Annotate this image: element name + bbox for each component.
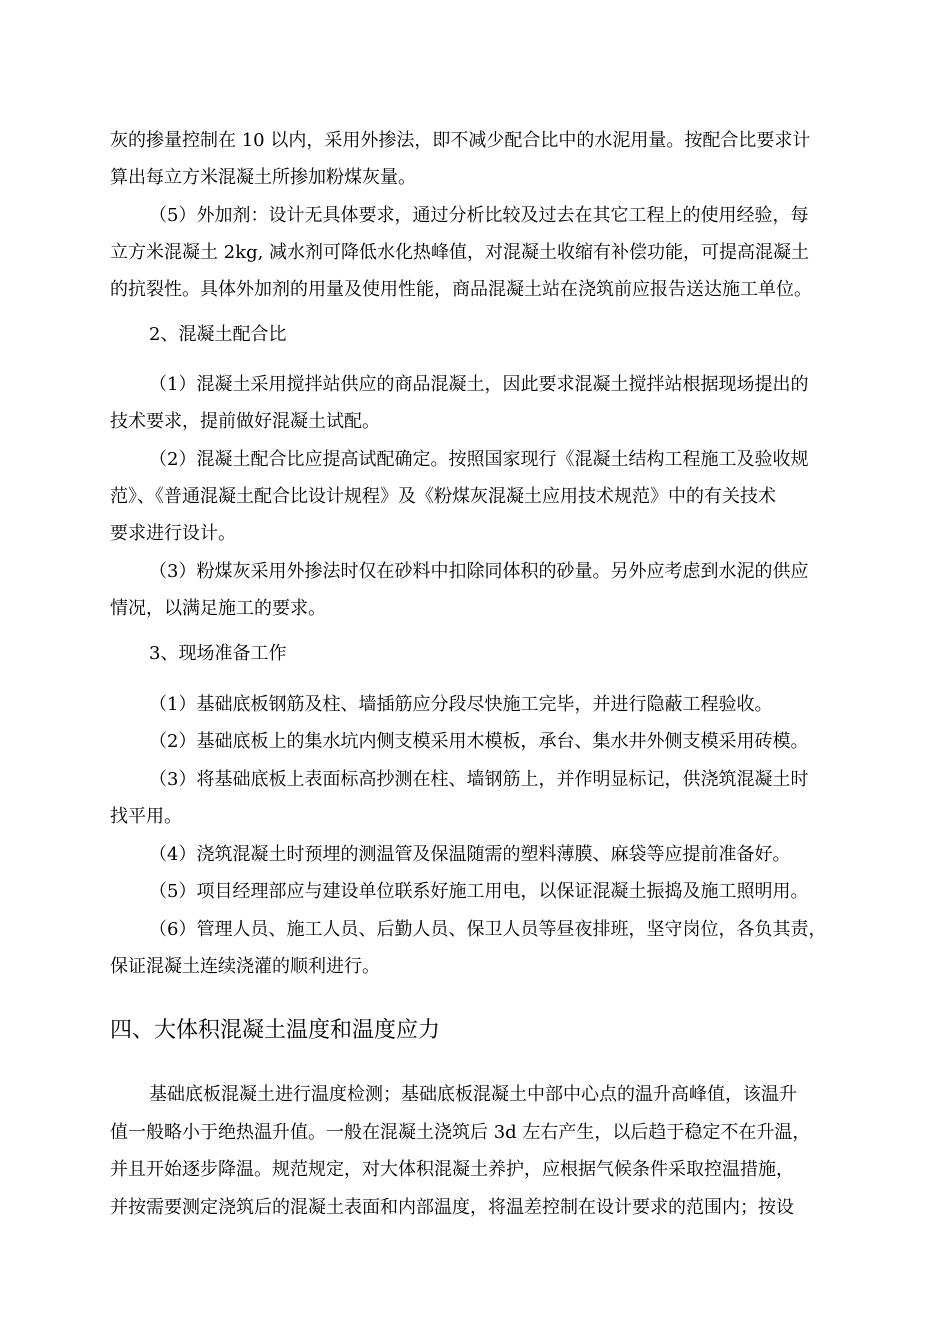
section-subheading: 3、现场准备工作 xyxy=(149,643,287,664)
paragraph-line: （1）基础底板钢筋及柱、墙插筋应分段尽快施工完毕，并进行隐蔽工程验收。 xyxy=(149,694,773,715)
section-subheading: 2、混凝土配合比 xyxy=(149,324,287,345)
paragraph-line: （3）粉煤灰采用外掺法时仅在砂料中扣除同体积的砂量。另外应考虑到水泥的供应 xyxy=(149,561,809,582)
paragraph-line: 要求进行设计。 xyxy=(110,523,236,544)
paragraph-line: 情况，以满足施工的要求。 xyxy=(110,598,326,619)
paragraph-line: （4）浇筑混凝土时预埋的测温管及保温随需的塑料薄膜、麻袋等应提前准备好。 xyxy=(149,844,791,865)
paragraph-line: 基础底板混凝土进行温度检测；基础底板混凝土中部中心点的温升高峰值，该温升 xyxy=(149,1084,797,1105)
paragraph-line: （2）混凝土配合比应提高试配确定。按照国家现行《混凝土结构工程施工及验收规 xyxy=(149,449,809,470)
paragraph-line: 找平用。 xyxy=(110,806,182,827)
paragraph-line: （1）混凝土采用搅拌站供应的商品混凝土，因此要求混凝土搅拌站根据现场提出的 xyxy=(149,374,809,395)
section-heading: 四、大体积混凝土温度和温度应力 xyxy=(110,1018,441,1043)
paragraph-line: （2）基础底板上的集水坑内侧支模采用木模板，承台、集水井外侧支模采用砖模。 xyxy=(149,731,809,752)
paragraph-line: 技术要求，提前做好混凝土试配。 xyxy=(110,411,380,432)
paragraph-line: 保证混凝土连续浇灌的顺利进行。 xyxy=(110,956,380,977)
paragraph-line: （3）将基础底板上表面标高抄测在柱、墙钢筋上，并作明显标记，供浇筑混凝土时 xyxy=(149,769,809,790)
paragraph-line: （5）项目经理部应与建设单位联系好施工用电，以保证混凝土振捣及施工照明用。 xyxy=(149,881,809,902)
paragraph-line: 立方米混凝土 2kg, 减水剂可降低水化热峰值，对混凝土收缩有补偿功能，可提高混凝土 xyxy=(110,242,810,263)
paragraph-line: 并且开始逐步降温。规范规定，对大体积混凝土养护，应根据气候条件采取控温措施， xyxy=(110,1159,794,1180)
paragraph-line: 范》、《普通混凝土配合比设计规程》及《粉煤灰混凝土应用技术规范》中的有关技术 xyxy=(110,486,776,507)
paragraph-line: 值一般略小于绝热温升值。一般在混凝土浇筑后 3d 左右产生，以后趋于稳定不在升温， xyxy=(110,1122,811,1143)
paragraph-line: 并按需要测定浇筑后的混凝土表面和内部温度，将温差控制在设计要求的范围内；按设 xyxy=(110,1197,794,1218)
paragraph-line: 灰的掺量控制在 10 以内，采用外掺法，即不减少配合比中的水泥用量。按配合比要求计 xyxy=(110,130,811,151)
paragraph-line: 的抗裂性。具体外加剂的用量及使用性能，商品混凝土站在浇筑前应报告送达施工单位。 xyxy=(110,279,812,300)
paragraph-line: （6）管理人员、施工人员、后勤人员、保卫人员等昼夜排班，坚守岗位，各负其责， xyxy=(149,919,827,940)
paragraph-line: （5）外加剂：设计无具体要求，通过分析比较及过去在其它工程上的使用经验，每 xyxy=(149,205,809,226)
paragraph-line: 算出每立方米混凝土所掺加粉煤灰量。 xyxy=(110,167,416,188)
